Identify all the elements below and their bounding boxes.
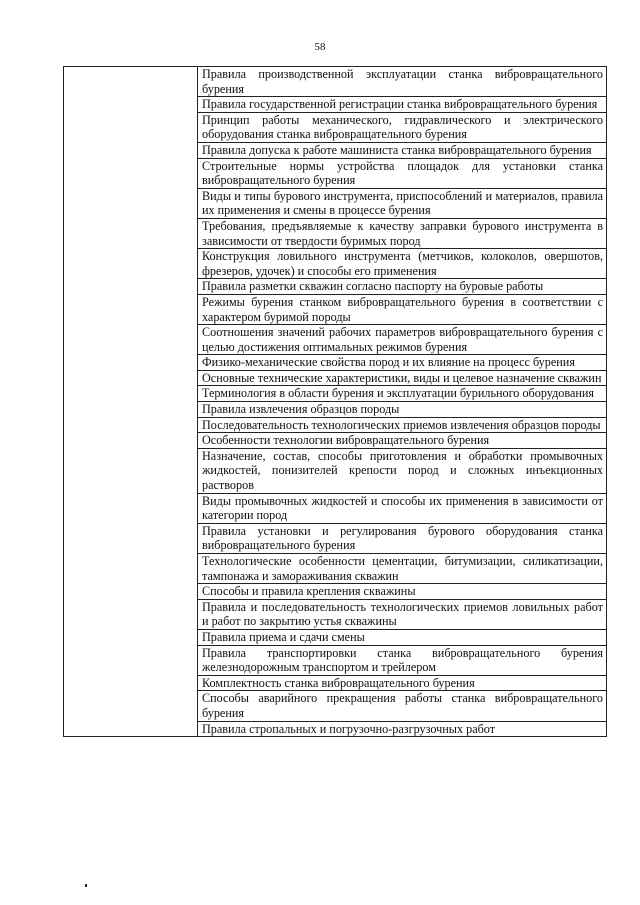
- requirement-item: Режимы бурения станком вибровращательного бурения в соответствии с характером буримой породы: [198, 294, 607, 324]
- scan-mark: [85, 884, 87, 887]
- requirement-item: Соотношения значений рабочих параметров вибровращательного бурения с целью достижения оптимальных режимов бурения: [198, 325, 607, 355]
- requirement-item: Правила производственной эксплуатации станка вибровращательного бурения: [198, 67, 607, 97]
- requirements-table-body: [64, 67, 607, 737]
- requirement-item: Требования, предъявляемые к качеству заправки бурового инструмента в зависимости от твердости буримых пород: [198, 218, 607, 248]
- requirement-item: Правила стропальных и погрузочно-разгрузочных работ: [198, 721, 607, 737]
- requirement-item: Правила и последовательность технологических приемов ловильных работ и работ по закрытию устья скважины: [198, 599, 607, 629]
- requirement-item: Виды и типы бурового инструмента, приспособлений и материалов, правила их применения и смены в процессе бурения: [198, 188, 607, 218]
- requirement-item: Основные технические характеристики, виды и целевое назначение скважин: [198, 370, 607, 386]
- requirement-item: Принцип работы механического, гидравлического и электрического оборудования станка вибровращательного бурения: [198, 112, 607, 142]
- requirement-item: Правила извлечения образцов породы: [198, 402, 607, 418]
- requirement-item: Способы и правила крепления скважины: [198, 584, 607, 600]
- requirement-item: Правила разметки скважин согласно паспорту на буровые работы: [198, 279, 607, 295]
- requirement-item: Правила установки и регулирования бурового оборудования станка вибровращательного бурения: [198, 523, 607, 553]
- requirement-item: Терминология в области бурения и эксплуатации бурильного оборудования: [198, 386, 607, 402]
- requirement-item: Комплектность станка вибровращательного бурения: [198, 675, 607, 691]
- requirement-item: Способы аварийного прекращения работы станка вибровращательного бурения: [198, 691, 607, 721]
- requirement-item: Правила допуска к работе машиниста станка вибровращательного бурения: [198, 142, 607, 158]
- requirement-item: Правила транспортировки станка вибровращательного бурения железнодорожным транспортом и трейлером: [198, 645, 607, 675]
- requirement-item: Особенности технологии вибровращательного бурения: [198, 433, 607, 449]
- requirement-item: Конструкция ловильного инструмента (метчиков, колоколов, овершотов, фрезеров, удочек) и способы его применения: [198, 249, 607, 279]
- table-row: [64, 67, 607, 97]
- requirements-table: [63, 66, 607, 737]
- requirement-item: Последовательность технологических приемов извлечения образцов породы: [198, 417, 607, 433]
- empty-left-column-cell: [64, 67, 198, 737]
- page-number: 58: [314, 41, 326, 53]
- requirement-item: Виды промывочных жидкостей и способы их применения в зависимости от категории пород: [198, 493, 607, 523]
- requirement-item: Назначение, состав, способы приготовления и обработки промывочных жидкостей, понизителей крепости пород и сложных инъекционных растворов: [198, 448, 607, 493]
- requirement-item: Правила государственной регистрации станка вибровращательного бурения: [198, 97, 607, 113]
- requirement-item: Правила приема и сдачи смены: [198, 629, 607, 645]
- requirement-item: Технологические особенности цементации, битумизации, силикатизации, тампонажа и замораживания скважин: [198, 554, 607, 584]
- requirement-item: Строительные нормы устройства площадок для установки станка вибровращательного бурения: [198, 158, 607, 188]
- requirement-item: Физико-механические свойства пород и их влияние на процесс бурения: [198, 355, 607, 371]
